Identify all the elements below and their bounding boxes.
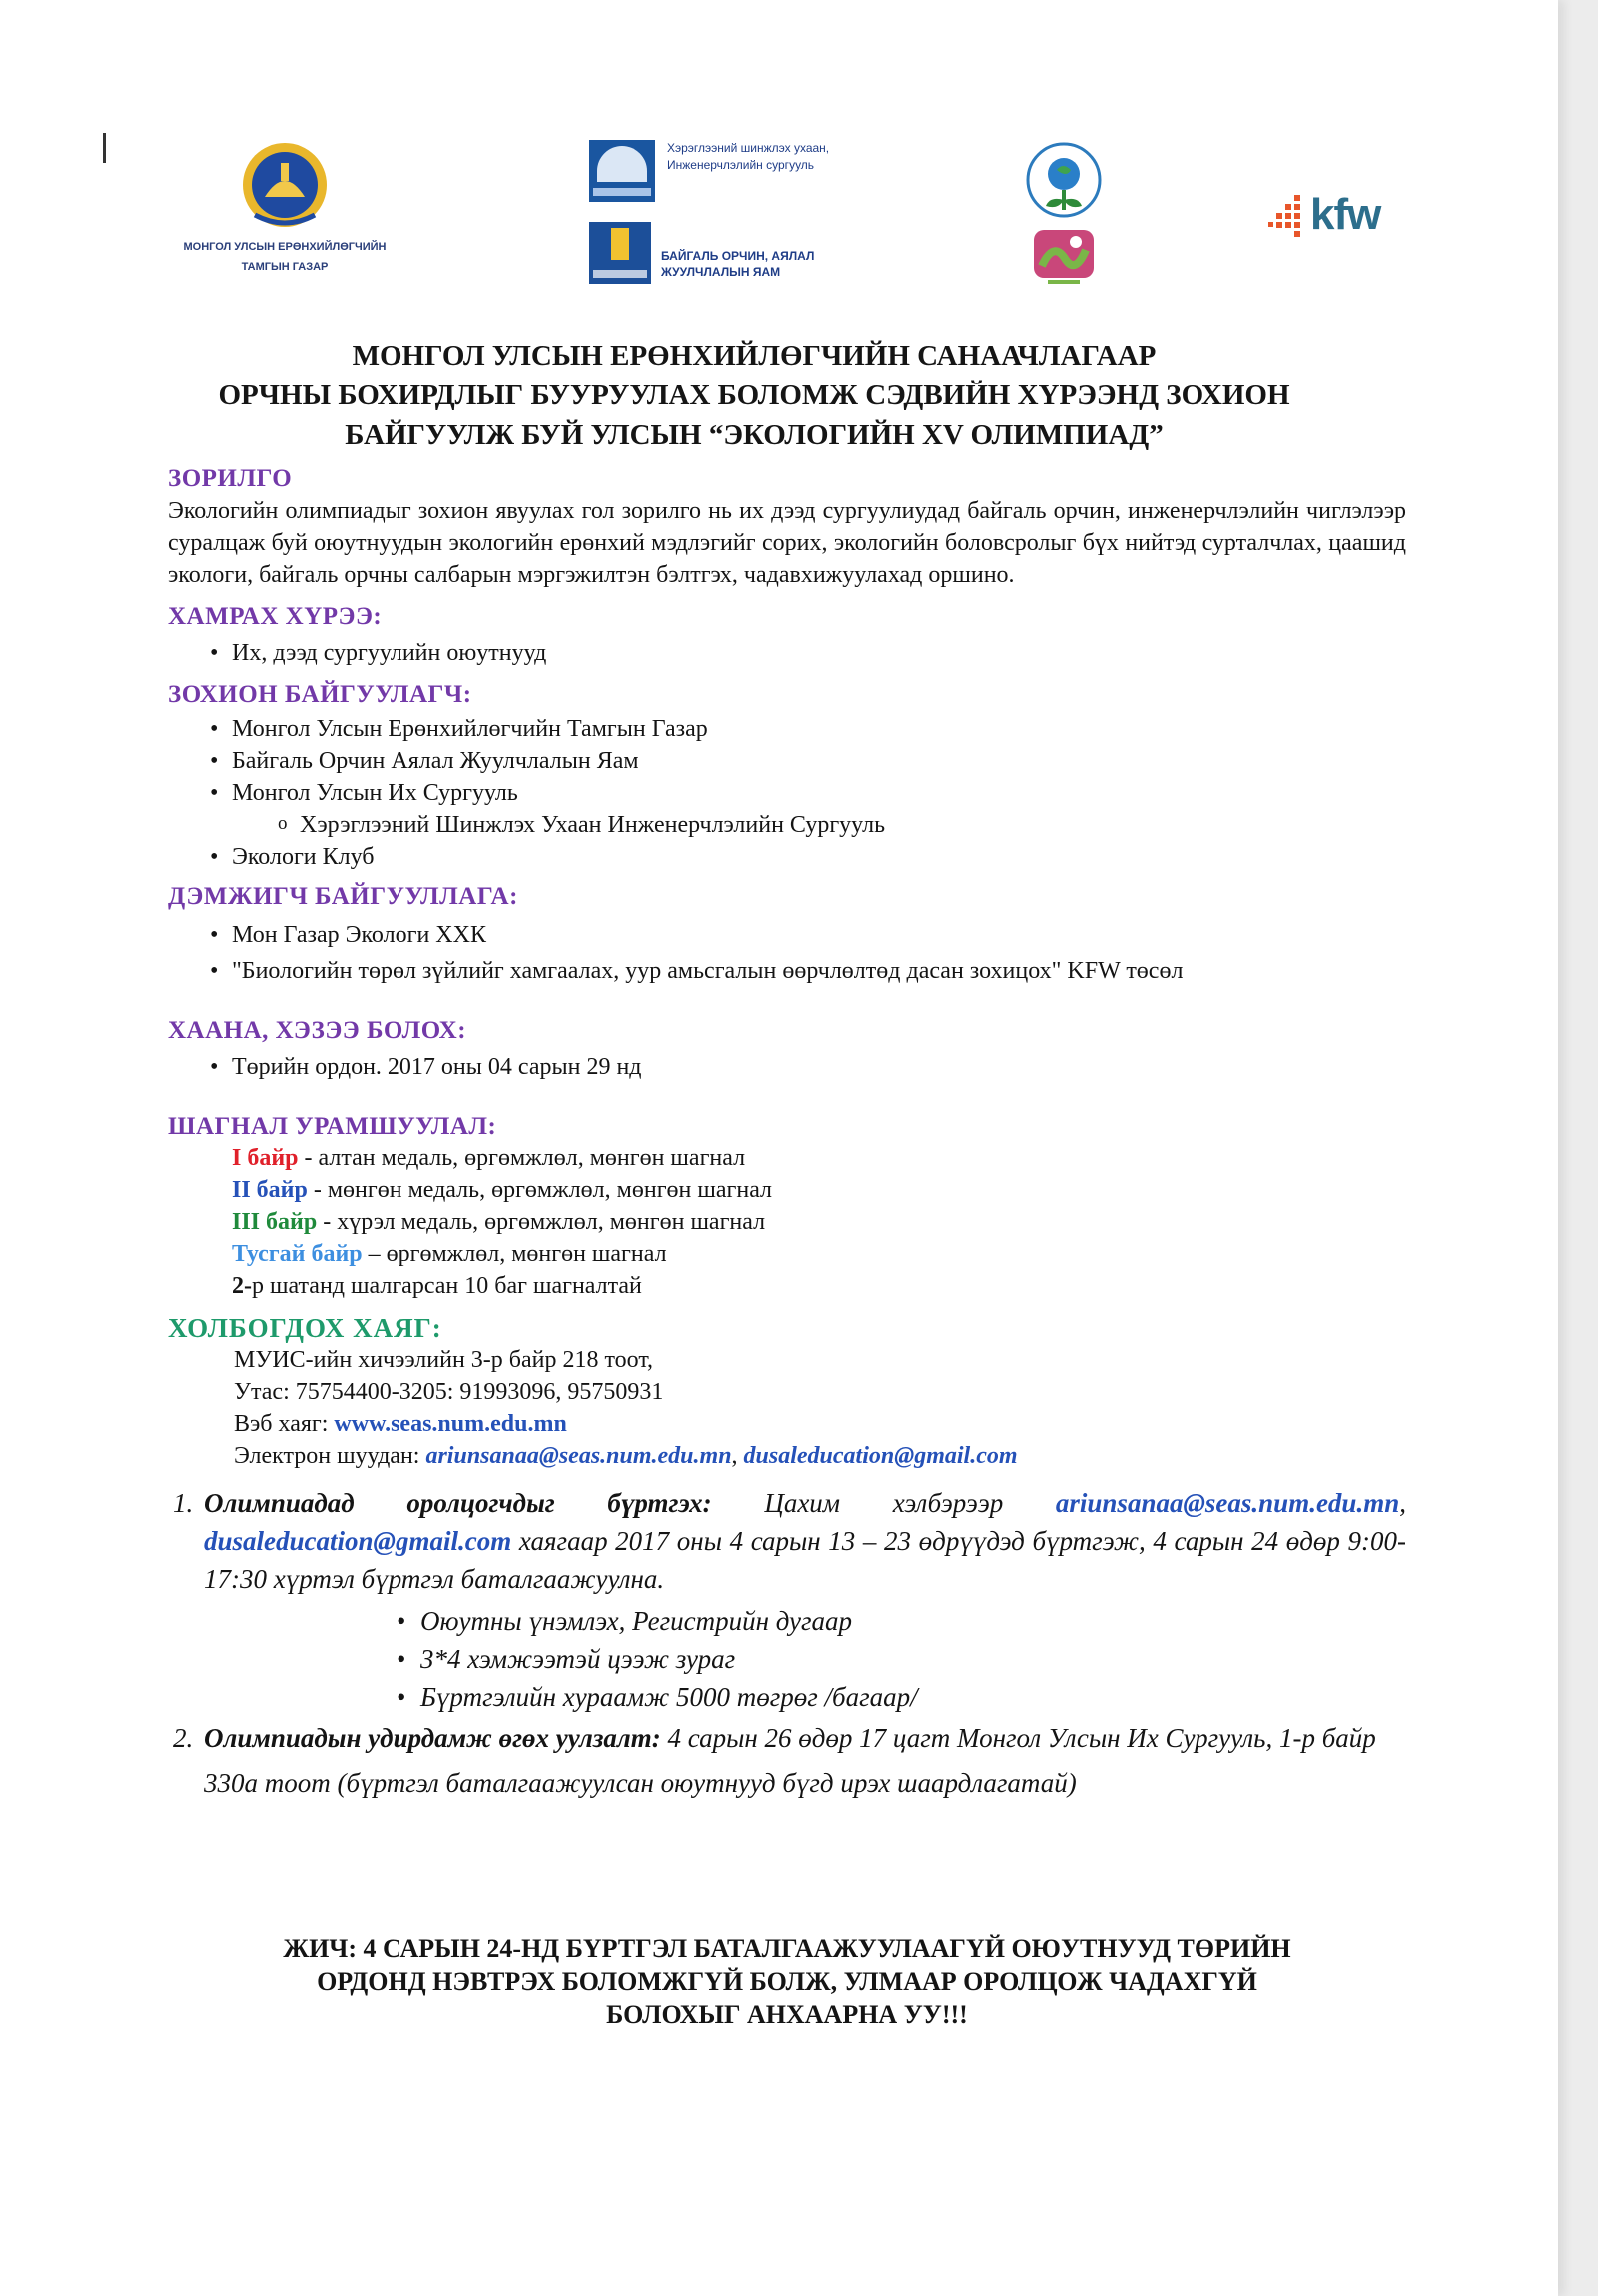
soyombo-icon — [589, 222, 651, 284]
prize-third — [168, 1206, 1406, 1238]
prize-description: - алтан медаль, өргөмжлөл, мөнгөн шагнал — [298, 1146, 746, 1171]
list-item: • "Биологийн төрөл зүйлийг хамгаалах, уур амьсгалын өөрчлөлтөд дасан зохицох" KFW төсөл — [212, 953, 1406, 989]
ministry-logo-text: БАЙГАЛЬ ОРЧИН, АЯЛАЛ ЖУУЛЧЛАЛЫН ЯАМ — [661, 249, 815, 279]
contact-address: МУИС-ийн хичээлийн 3-р байр 218 тоот, — [234, 1347, 654, 1373]
prize-description: – өргөмжлөл, мөнгөн шагнал — [362, 1241, 667, 1267]
email-link-1[interactable]: ariunsanaa@seas.num.edu.mn — [425, 1443, 732, 1469]
list-item: • 3*4 хэмжээтэй цээж зураг — [399, 1640, 1406, 1678]
title-line-2: ОРЧНЫ БОХИРДЛЫГ БУУРУУЛАХ БОЛОМЖ СЭДВИЙН ХҮРЭЭНД ЗОХИОН — [218, 380, 1290, 411]
contact-web-row — [234, 1408, 1406, 1440]
title-line-3: БАЙГУУЛЖ БУЙ УЛСЫН “ЭКОЛОГИЙН XV ОЛИМПИАД” — [345, 419, 1164, 451]
president-office-logo — [170, 135, 400, 273]
prize-place-label: III байр — [232, 1209, 318, 1235]
organizers-sublist — [232, 809, 1406, 841]
president-office-caption: МОНГОЛ УЛСЫН ЕРӨНХИЙЛӨГЧИЙН — [183, 241, 387, 253]
when-where-heading: ХААНА, ХЭЗЭЭ БОЛОХ: — [168, 1017, 467, 1044]
email-link-2[interactable]: dusaleducation@gmail.com — [204, 1526, 512, 1556]
document-body — [168, 463, 1406, 1806]
important-note — [168, 1932, 1406, 2031]
steps-list — [168, 1484, 1406, 1806]
prize-note-text: р шатанд шалгарсан 10 баг шагналтай — [252, 1273, 642, 1299]
globe-flower-icon — [1021, 140, 1107, 220]
president-office-caption-2: ТАМГЫН ГАЗАР — [241, 261, 329, 273]
step-title: Олимпиадын удирдамж өгөх уулзалт: — [204, 1723, 661, 1753]
scan-mark — [103, 133, 106, 163]
prizes-heading: ШАГНАЛ УРАМШУУЛАЛ: — [168, 1113, 497, 1140]
note-line-1: ЖИЧ: 4 САРЫН 24-НД БҮРТГЭЛ БАТАЛГААЖУУЛААГҮЙ ОЮУТНУУД ТӨРИЙН — [283, 1934, 1291, 1963]
seas-logo — [589, 140, 869, 202]
step-title: Олимпиадад оролцогчдыг бүртгэх: — [204, 1488, 712, 1518]
list-item — [212, 777, 1406, 841]
ministry-environment-logo — [589, 222, 869, 284]
step-registration — [200, 1484, 1406, 1716]
web-label: Вэб хаяг: — [234, 1411, 335, 1437]
step-meeting — [200, 1716, 1406, 1806]
prize-place-label: II байр — [232, 1177, 308, 1203]
contact-phone: Утас: 75754400-3205: 91993096, 95750931 — [234, 1379, 664, 1405]
step-intro: Цахим хэлбэрээр — [711, 1488, 1056, 1518]
mongazar-logo — [1029, 228, 1099, 291]
prize-description: - хүрэл медаль, өргөмжлөл, мөнгөн шагнал — [317, 1209, 766, 1235]
email-link-2[interactable]: dusaleducation@gmail.com — [743, 1443, 1018, 1469]
list-item: • Төрийн ордон. 2017 оны 04 сарын 29 нд — [212, 1051, 1406, 1083]
email-separator: , — [1399, 1488, 1406, 1518]
contact-email-row — [234, 1440, 1406, 1472]
list-item: • Мон Газар Экологи ХХК — [212, 917, 1406, 953]
prize-description: - мөнгөн медаль, өргөмжлөл, мөнгөн шагнал — [307, 1177, 773, 1203]
ministry-logos — [589, 140, 869, 284]
list-item: • Монгол Улсын Ерөнхийлөгчийн Тамгын Газар — [212, 713, 1406, 745]
title-line-1: МОНГОЛ УЛСЫН ЕРӨНХИЙЛӨГЧИЙН САНААЧЛАГААР — [352, 340, 1157, 372]
prize-second — [168, 1174, 1406, 1206]
prize-note — [168, 1270, 1406, 1302]
prize-special — [168, 1238, 1406, 1270]
scope-list — [168, 637, 1406, 669]
email-label: Электрон шуудан: — [234, 1443, 426, 1469]
step-text — [204, 1484, 1406, 1598]
university-icon — [589, 140, 655, 202]
note-line-3: БОЛОХЫГ АНХААРНА УУ!!! — [606, 2000, 968, 2029]
step-body: 4 сарын 26 өдөр 17 цагт Монгол Улсын Их Сургууль, 1-р байр 330а тоот (бүртгэл баталгаажуулсан оюутнууд бүгд ирэх шаардлагатай) — [204, 1723, 1376, 1798]
list-item-label: Монгол Улсын Их Сургууль — [232, 780, 518, 806]
scope-heading: ХАМРАХ ХҮРЭЭ: — [168, 603, 383, 630]
website-link[interactable]: www.seas.num.edu.mn — [334, 1411, 567, 1437]
state-emblem-icon — [235, 135, 335, 235]
kfw-dots-icon — [1268, 193, 1306, 237]
goal-heading: ЗОРИЛГО — [168, 465, 293, 492]
prize-note-bold: 2- — [232, 1273, 252, 1299]
list-item: • Их, дээд сургуулийн оюутнууд — [212, 637, 1406, 669]
mongazar-icon — [1032, 228, 1096, 286]
when-where-list — [168, 1051, 1406, 1083]
organizers-heading: ЗОХИОН БАЙГУУЛАГЧ: — [168, 681, 472, 708]
prize-first — [168, 1143, 1406, 1174]
kfw-wordmark: kfw — [1310, 190, 1381, 239]
goal-text: Экологийн олимпиадыг зохион явуулах гол зорилго нь их дээд сургуулиудад байгаль орчин, инженерчлэлийн чиглэлээр суралцаж буй оюутнуудын экологийн ерөнхий мэдлэгийг сорих, экологийн боловсролыг бүх нийтэд сурталчлах, цаашид экологи, байгаль орчны салбарын мэргэжилтэн бэлтгэх, чадавхижуулахад оршино. — [168, 498, 1406, 588]
list-item: • Оюутны үнэмлэх, Регистрийн дугаар — [399, 1602, 1406, 1640]
sponsors-list — [168, 917, 1406, 989]
step-body: хаягаар 2017 оны 4 сарын 13 – 23 өдрүүдэд бүртгэж, 4 сарын 24 өдөр 9:00-17:30 хүртэл бүртгэл баталгаажуулна. — [204, 1526, 1406, 1594]
ecology-club-logo — [1019, 140, 1109, 225]
document-title — [120, 336, 1388, 455]
sponsors-heading: ДЭМЖИГЧ БАЙГУУЛЛАГА: — [168, 883, 518, 910]
organizers-list — [168, 713, 1406, 873]
step-text — [204, 1716, 1406, 1806]
list-item: • Байгаль Орчин Аялал Жуулчлалын Яам — [212, 745, 1406, 777]
prize-place-label: I байр — [232, 1146, 299, 1171]
contact-block — [168, 1344, 1406, 1472]
list-item: • Бүртгэлийн хураамж 5000 төгрөг /багаар/ — [399, 1678, 1406, 1716]
note-line-2: ОРДОНД НЭВТРЭХ БОЛОМЖГҮЙ БОЛЖ, УЛМААР ОРОЛЦОЖ ЧАДАХГҮЙ — [317, 1967, 1257, 1996]
kfw-logo — [1268, 190, 1380, 240]
sub-list-item: o Хэрэглээний Шинжлэх Ухаан Инженерчлэлийн Сургууль — [278, 809, 1406, 841]
seas-logo-text: Хэрэглээний шинжлэх ухаан, Инженерчлэлийн сургууль — [667, 141, 830, 172]
contact-heading: ХОЛБОГДОХ ХАЯГ: — [168, 1313, 442, 1343]
prize-place-label: Тусгай байр — [232, 1241, 363, 1267]
requirements-list — [204, 1602, 1406, 1716]
list-item: • Экологи Клуб — [212, 841, 1406, 873]
email-separator: , — [731, 1443, 744, 1469]
email-link-1[interactable]: ariunsanaa@seas.num.edu.mn — [1055, 1488, 1400, 1518]
